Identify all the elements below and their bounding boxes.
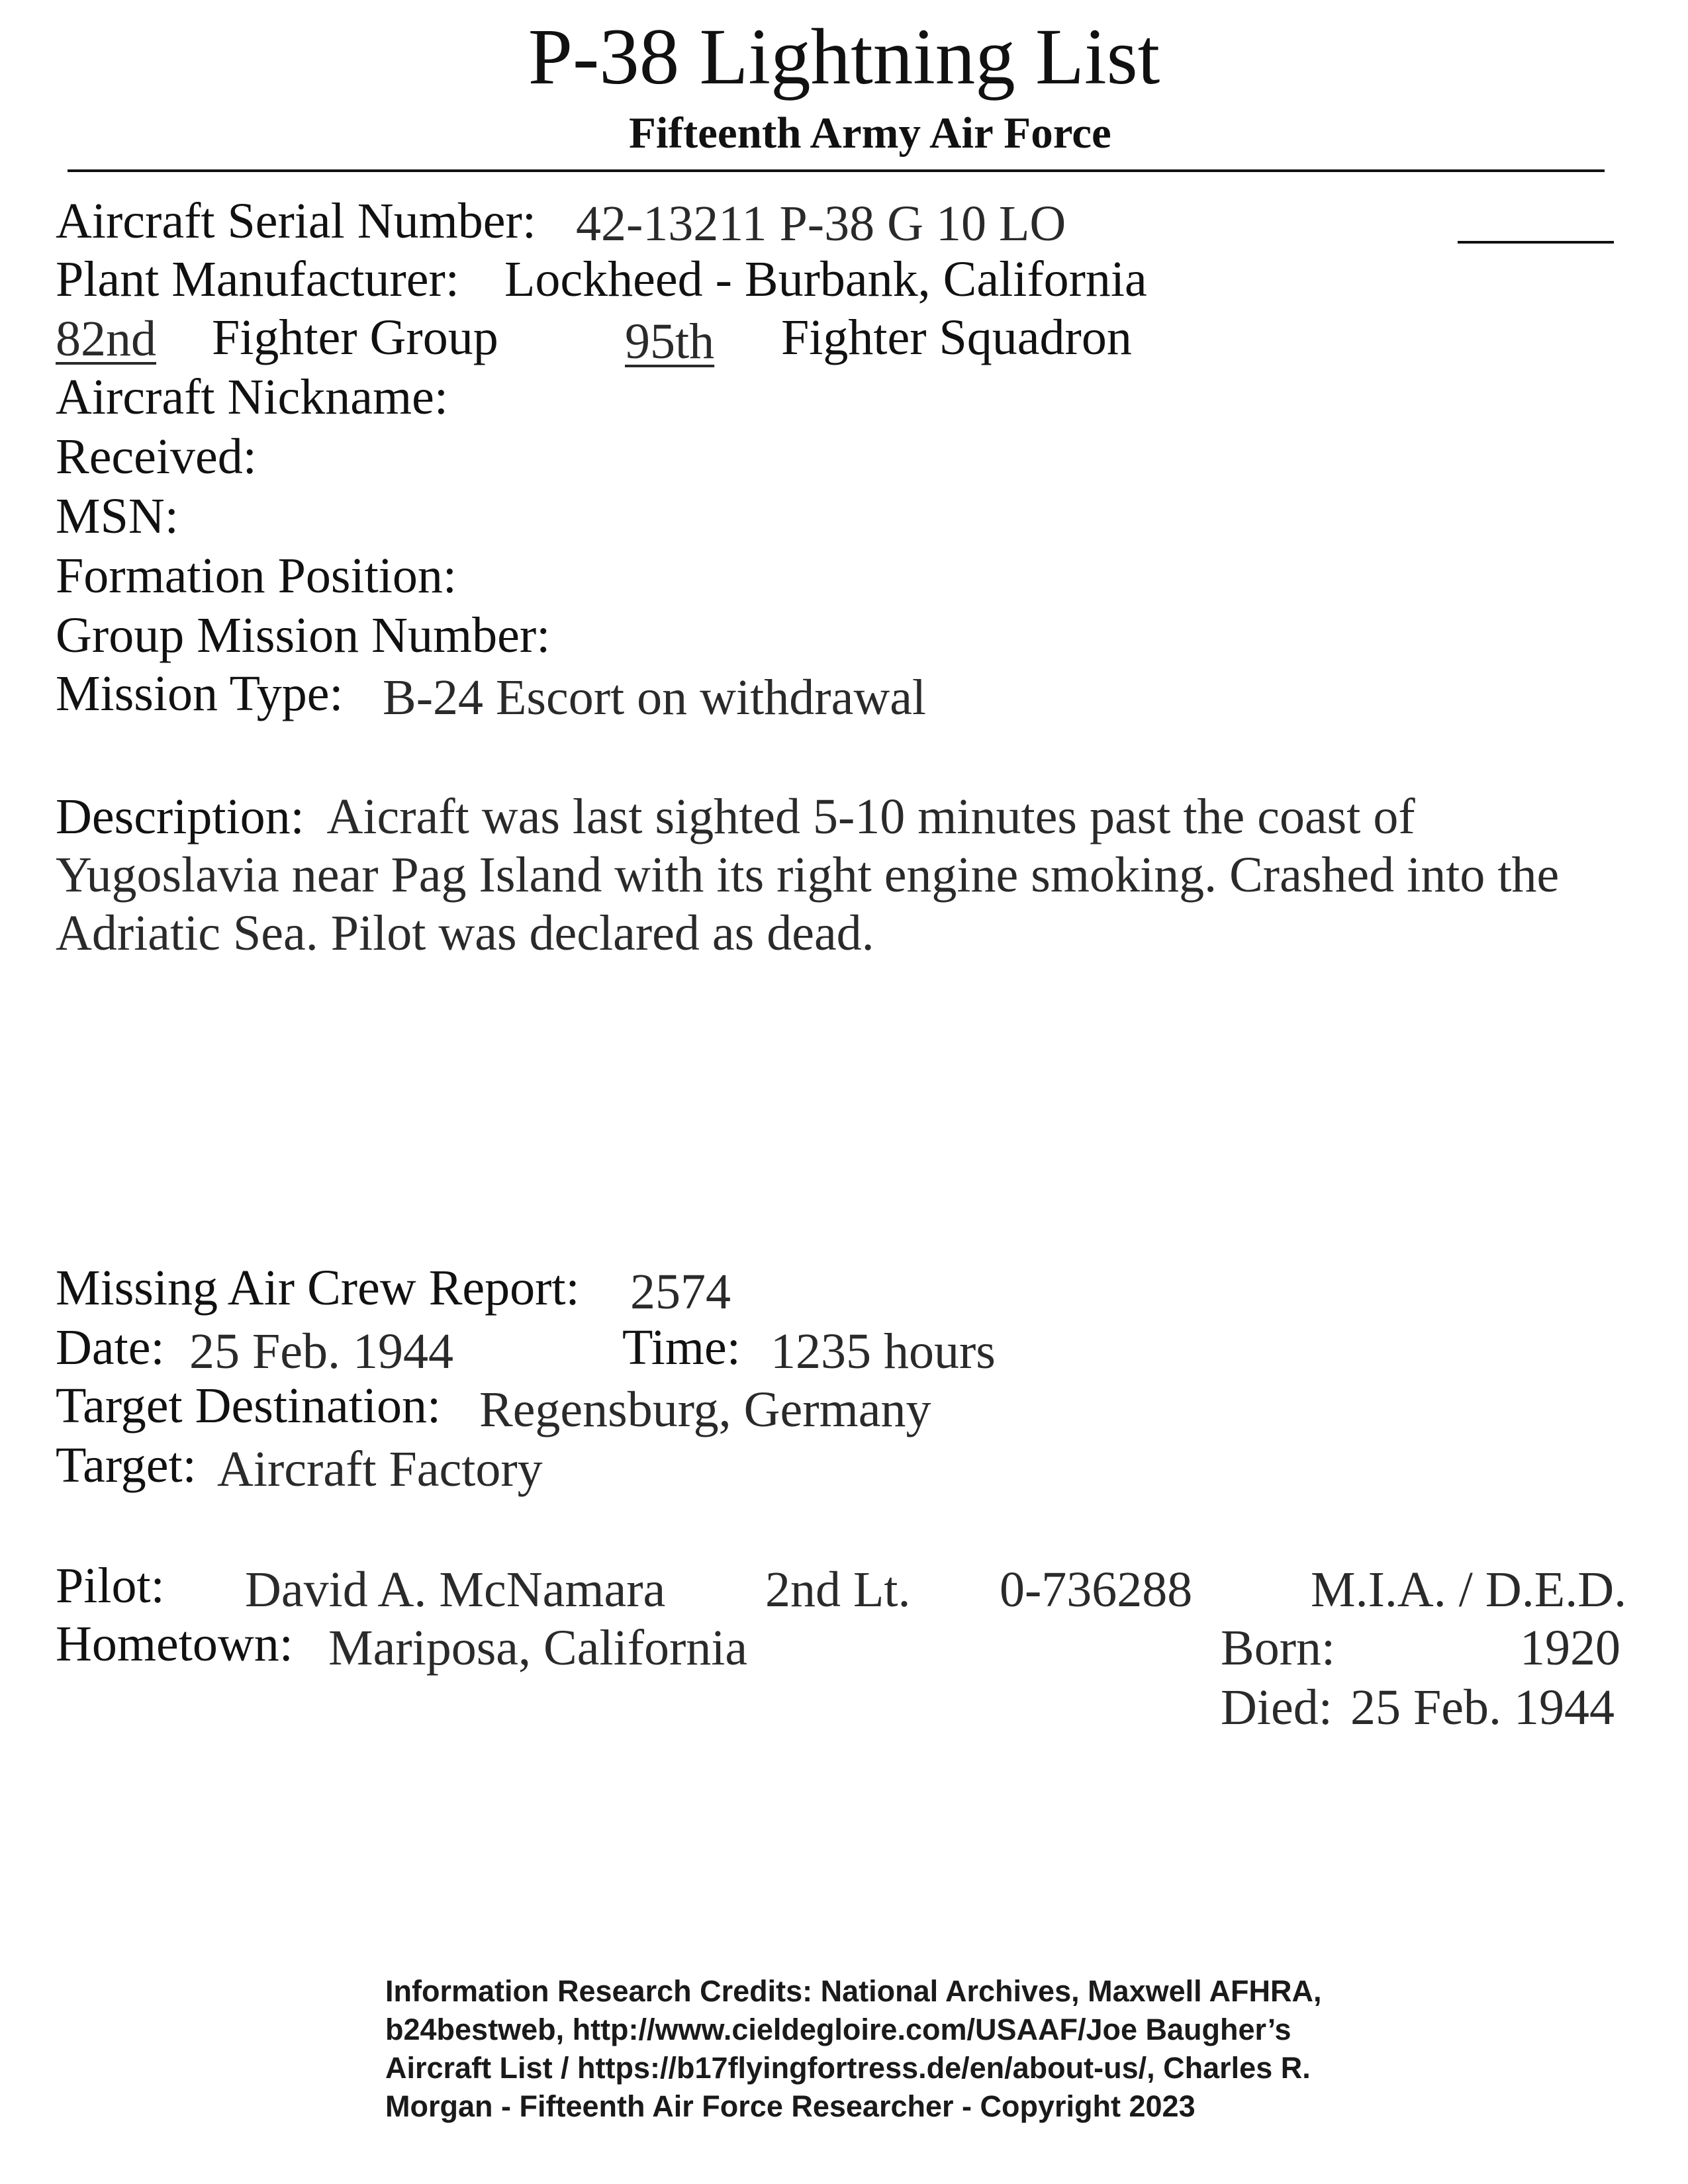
target-destination-value: Regensburg, Germany <box>479 1382 931 1437</box>
page-subtitle: Fifteenth Army Air Force <box>629 109 1111 158</box>
date-value: 25 Feb. 1944 <box>189 1324 453 1379</box>
target-label: Target: <box>56 1437 197 1493</box>
fighter-squadron-value: 95th <box>625 314 715 369</box>
manufacturer-label: Plant Manufacturer: <box>56 251 459 307</box>
date-label: Date: <box>56 1320 165 1375</box>
time-value: 1235 hours <box>771 1324 996 1379</box>
fighter-squadron-label: Fighter Squadron <box>781 310 1132 365</box>
died-label: Died: <box>1221 1680 1333 1735</box>
serial-number-label: Aircraft Serial Number: <box>56 193 536 249</box>
born-label: Born: <box>1221 1620 1336 1676</box>
manufacturer-value: Lockheed - Burbank, California <box>504 251 1147 307</box>
hometown-value: Mariposa, California <box>328 1620 748 1676</box>
formation-position-label: Formation Position: <box>56 548 457 604</box>
mission-type-label: Mission Type: <box>56 666 344 721</box>
nickname-label: Aircraft Nickname: <box>56 369 448 425</box>
died-value: 25 Feb. 1944 <box>1350 1680 1615 1735</box>
research-credits: Information Research Credits: National Archives, Maxwell AFHRA, b24bestweb, http://www.cieldegloire.com/USAAF/Joe Baugher’s Aircraft List / https://b17flyingfortress.de/en/about-us/, Charles R. Morgan - Fifteenth Air Force Researcher - Copyright 2023 <box>385 1974 1322 2123</box>
description-block <box>56 788 1605 962</box>
pilot-status: M.I.A. / D.E.D. <box>1311 1562 1627 1617</box>
page-title: P-38 Lightning List <box>528 13 1160 101</box>
target-destination-label: Target Destination: <box>56 1378 442 1433</box>
blank-field-line <box>1458 241 1614 244</box>
header-divider <box>68 169 1605 172</box>
description-text: Aicraft was last sighted 5-10 minutes past the coast of Yugoslavia near Pag Island with its right engine smoking. Crashed into the Adriatic Sea. Pilot was declared as dead. <box>56 789 1560 961</box>
mission-type-value: B-24 Escort on withdrawal <box>383 670 927 725</box>
fighter-group-value: 82nd <box>56 311 156 367</box>
pilot-serial: 0-736288 <box>1000 1562 1193 1617</box>
received-label: Received: <box>56 429 257 484</box>
target-value: Aircraft Factory <box>217 1441 543 1497</box>
time-label: Time: <box>622 1320 741 1375</box>
pilot-rank: 2nd Lt. <box>765 1562 911 1617</box>
pilot-label: Pilot: <box>56 1558 165 1614</box>
macr-value: 2574 <box>630 1264 731 1320</box>
msn-label: MSN: <box>56 488 179 544</box>
born-value: 1920 <box>1520 1620 1620 1676</box>
hometown-label: Hometown: <box>56 1616 293 1672</box>
description-label: Description: <box>56 789 305 844</box>
group-mission-number-label: Group Mission Number: <box>56 608 551 663</box>
serial-number-value: 42-13211 P-38 G 10 LO <box>576 196 1066 251</box>
fighter-group-label: Fighter Group <box>212 310 498 365</box>
pilot-name: David A. McNamara <box>245 1562 666 1617</box>
macr-label: Missing Air Crew Report: <box>56 1260 580 1316</box>
